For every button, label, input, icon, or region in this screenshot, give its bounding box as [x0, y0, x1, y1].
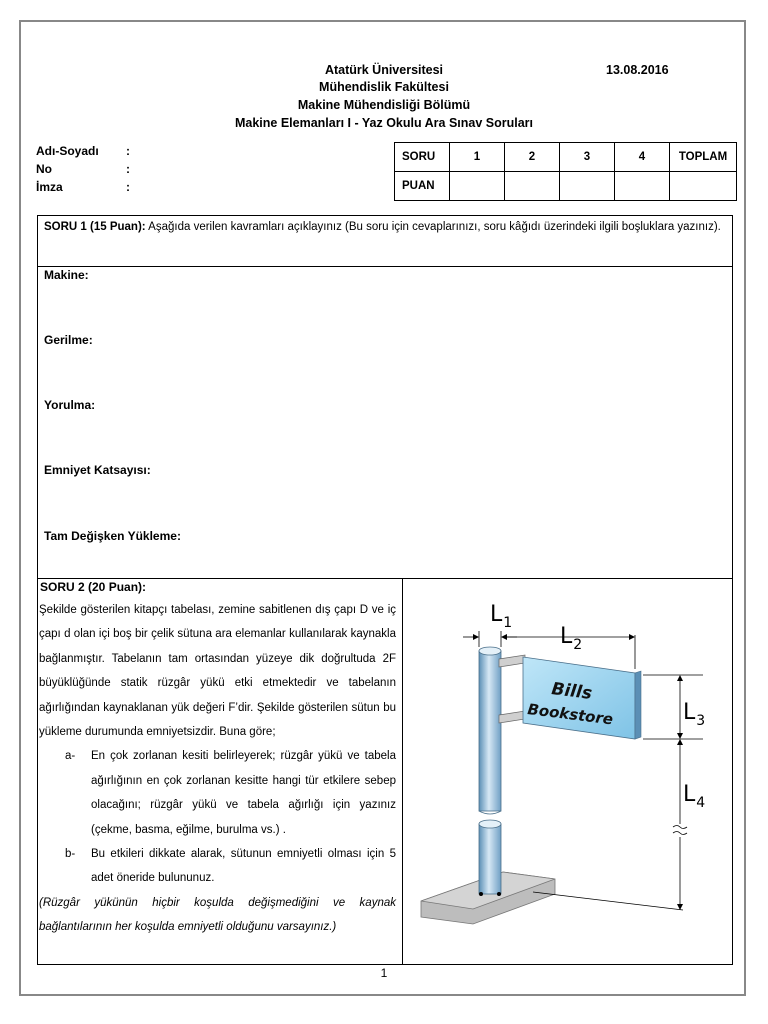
- q1-heading: SORU 1 (15 Puan):: [44, 221, 146, 233]
- department-title: Makine Mühendisliği Bölümü: [297, 98, 471, 112]
- score-cell-1[interactable]: [450, 172, 505, 201]
- page-number: 1: [380, 966, 388, 980]
- q1-item-safety-factor: Emniyet Katsayısı:: [44, 463, 151, 477]
- pole-upper: [479, 651, 501, 811]
- number-colon: :: [126, 162, 130, 176]
- q2-item-b-text: Bu etkileri dikkate alarak, sütunun emniyetli olması için 5 adet öneride bulununuz.: [91, 848, 396, 885]
- number-label: No: [36, 162, 52, 176]
- score-header-cell: SORU: [395, 143, 450, 172]
- score-cell-4[interactable]: [615, 172, 670, 201]
- number-field: [36, 162, 130, 176]
- sign-text-line2: Bookstore: [526, 700, 615, 729]
- pole-lower: [479, 824, 501, 894]
- q2-paragraph: Şekilde gösterilen kitapçı tabelası, zemine sabitlenen dış çapı D ve iç çapı d olan içi boş bir çelik sütuna ara elemanlar kullanılarak kaynakla bağlanmıştır. Tabelanın tam ortasından yüzeye dik doğrultuda 2F büyüklüğünde statik rüzgâr yükü etki etmektedir ve tabelanın ağırlığından kaynaklanan yük değeri F’dir. Şekilde gösterilen sütun bu yükleme durumunda emniyetsizdir. Buna göre;: [39, 604, 396, 739]
- weld-right-dot: [497, 892, 501, 896]
- score-cell-total[interactable]: [670, 172, 737, 201]
- label-L3: $L_3$: [683, 700, 706, 729]
- pole-top: [479, 647, 501, 655]
- q1-prompt: [38, 216, 732, 239]
- signature-colon: :: [126, 180, 130, 194]
- name-label: Adı-Soyadı: [36, 144, 99, 158]
- q2-item-a-label: a-: [65, 750, 76, 763]
- score-header-cell: TOPLAM: [670, 143, 737, 172]
- q1-item-stress: Gerilme:: [44, 333, 93, 347]
- weld-left-dot: [479, 892, 483, 896]
- bracket-top: [499, 655, 525, 667]
- name-colon: :: [126, 144, 130, 158]
- score-header-row: [395, 143, 737, 172]
- sign-text-line1: Bills: [550, 679, 594, 704]
- score-value-row: [395, 172, 737, 201]
- bracket-bottom: [499, 711, 525, 723]
- label-L1: $L_1$: [490, 602, 513, 631]
- q2-body: [39, 598, 396, 940]
- faculty-title: Mühendislik Fakültesi: [319, 80, 449, 94]
- bookstore-sign-figure: [403, 579, 732, 964]
- score-cell-2[interactable]: [505, 172, 560, 201]
- q1-text: Aşağıda verilen kavramları açıklayınız (Bu soru için cevaplarınızı, soru kâğıdı üzerindeki ilgili boşluklara yazınız).: [148, 221, 721, 233]
- exam-title: Makine Elemanları I - Yaz Okulu Ara Sınav Soruları: [234, 116, 534, 130]
- label-L2: $L_2$: [560, 624, 583, 653]
- q1-item-machine: Makine:: [44, 268, 89, 282]
- sign-edge: [635, 671, 641, 739]
- q1-prompt-box: [37, 215, 733, 267]
- q2-item-a-text: En çok zorlanan kesiti belirleyerek; rüzgâr yükü ve tabela ağırlığının en çok zorlanan kesitte hangi tür etkilere sebep olacağını; rüzgâr yükü ve tabela ağırlığı için yazınız (çekme, basma, eğilme, burulma vs.) .: [91, 750, 396, 836]
- pole-upper-cut: [479, 811, 501, 814]
- label-L4: $L_4$: [683, 782, 706, 811]
- exam-date: 13.08.2016: [606, 63, 669, 77]
- q2-note: (Rüzgâr yükünün hiçbir koşulda değişmediğini ve kaynak bağlantılarının her koşulda emniyetli olduğunu varsayınız.): [39, 896, 396, 934]
- q2-item-b-label: b-: [65, 848, 76, 861]
- q1-item-fatigue: Yorulma:: [44, 398, 96, 412]
- score-header-cell: 2: [505, 143, 560, 172]
- q2-item-a: [39, 744, 396, 842]
- score-label-cell: PUAN: [395, 172, 450, 201]
- score-cell-3[interactable]: [560, 172, 615, 201]
- score-header-cell: 3: [560, 143, 615, 172]
- score-table: [394, 142, 737, 201]
- pole-lower-cut: [479, 820, 501, 828]
- signature-field: [36, 180, 130, 194]
- name-field: [36, 144, 130, 158]
- q2-heading: SORU 2 (20 Puan):: [40, 580, 147, 594]
- university-title: Atatürk Üniversitesi: [324, 63, 444, 77]
- score-header-cell: 4: [615, 143, 670, 172]
- score-header-cell: 1: [450, 143, 505, 172]
- q2-item-b: [39, 842, 396, 891]
- signature-label: İmza: [36, 180, 63, 194]
- q1-item-fully-reversed-loading: Tam Değişken Yükleme:: [44, 529, 181, 543]
